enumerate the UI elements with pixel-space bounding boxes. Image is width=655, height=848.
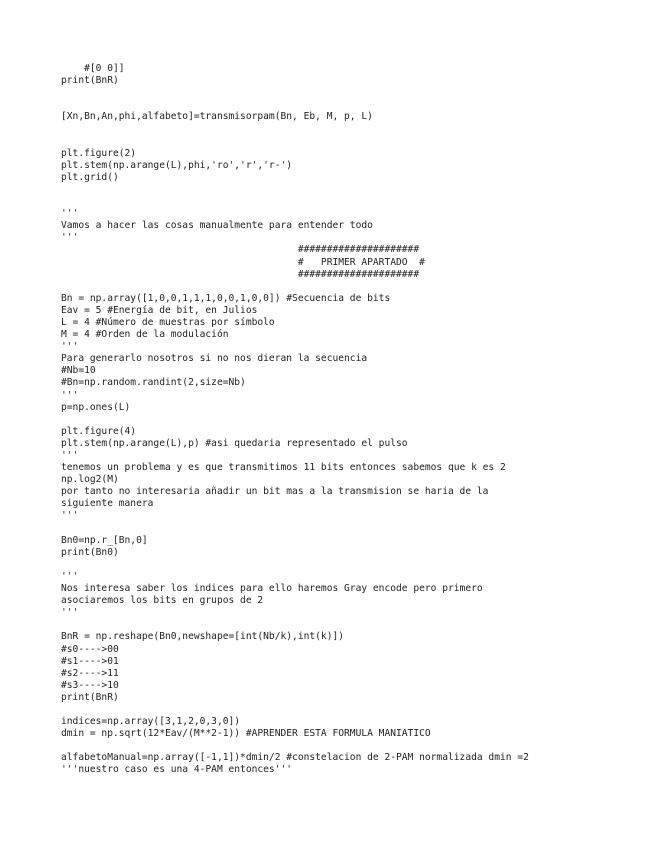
code-line: #s1---->01 xyxy=(61,655,119,667)
code-line xyxy=(61,184,529,196)
code-line: plt.stem(np.arange(L),phi,'ro','r','r-') xyxy=(61,159,293,171)
code-line: [Xn,Bn,An,phi,alfabeto]=transmisorpam(Bn, Eb, M, p, L) xyxy=(61,111,373,123)
code-line xyxy=(61,136,529,148)
code-line: ''' xyxy=(61,570,79,582)
code-line: print(Bn0) xyxy=(61,546,119,558)
section-banner-title: # PRIMER APARTADO # xyxy=(61,256,425,268)
code-line: #[0 0]] xyxy=(61,63,125,74)
code-line: alfabetoManual=np.array([-1,1])*dmin/2 #constelacion de 2-PAM normalizada dmin =2 xyxy=(61,752,529,764)
code-listing xyxy=(61,63,529,777)
code-line: tenemos un problema y es que transmitimos 11 bits entonces sabemos que k es 2 xyxy=(61,462,506,474)
code-line: print(BnR) xyxy=(61,691,119,703)
code-line: ''' xyxy=(61,510,79,522)
code-line: dmin = np.sqrt(12*Eav/(M**2-1)) #APRENDER ESTA FORMULA MANIATICO xyxy=(61,728,431,740)
code-line: np.log2(M) xyxy=(61,474,119,486)
code-line: Bn0=np.r_[Bn,0] xyxy=(61,534,148,546)
section-banner-line: ##################### xyxy=(61,244,420,256)
code-line: M = 4 #Orden de la modulación xyxy=(61,329,229,341)
code-line: indices=np.array([3,1,2,0,3,0]) xyxy=(61,716,241,728)
code-line: plt.figure(2) xyxy=(61,147,137,159)
code-line: ''' xyxy=(61,341,79,353)
code-line: siguiente manera xyxy=(61,498,154,510)
code-line: #s3---->10 xyxy=(61,679,119,691)
code-line: por tanto no interesaria añadir un bit mas a la transmision se haria de la xyxy=(61,486,489,498)
code-line: ''' xyxy=(61,232,79,244)
code-line: Vamos a hacer las cosas manualmente para entender todo xyxy=(61,220,373,232)
code-line: Para generarlo nosotros si no nos dieran la secuencia xyxy=(61,353,368,365)
code-line xyxy=(61,740,529,752)
code-line: ''' xyxy=(61,450,79,461)
code-line: ''' xyxy=(61,389,79,401)
code-line xyxy=(61,281,529,293)
code-line xyxy=(61,619,529,631)
code-line xyxy=(61,523,529,535)
code-line: ''' xyxy=(61,208,79,220)
code-line: #Nb=10 xyxy=(61,365,96,377)
code-line: plt.figure(4) xyxy=(61,425,137,437)
code-line: p=np.ones(L) xyxy=(61,401,131,413)
code-line: Bn = np.array([1,0,0,1,1,1,0,0,1,0,0]) #Secuencia de bits xyxy=(61,292,391,304)
code-line xyxy=(61,87,529,99)
code-line: print(BnR) xyxy=(61,75,119,87)
code-line: #s2---->11 xyxy=(61,667,119,679)
code-line xyxy=(61,123,529,135)
code-line: Nos interesa saber los indices para ello haremos Gray encode pero primero xyxy=(61,583,483,595)
code-line xyxy=(61,559,529,571)
code-line: BnR = np.reshape(Bn0,newshape=[int(Nb/k),int(k)]) xyxy=(61,631,345,643)
code-line xyxy=(61,99,529,111)
code-line: '''nuestro caso es una 4-PAM entonces''' xyxy=(61,764,293,776)
code-line: plt.grid() xyxy=(61,171,119,183)
code-line xyxy=(61,704,529,716)
code-line: #s0---->00 xyxy=(61,643,119,655)
section-banner-line: ##################### xyxy=(61,268,420,280)
code-line xyxy=(61,196,529,208)
code-line: asociaremos los bits en grupos de 2 xyxy=(61,595,264,607)
code-line: plt.stem(np.arange(L),p) #asi quedaria representado el pulso xyxy=(61,437,408,449)
code-line: ''' xyxy=(61,607,79,619)
code-line xyxy=(61,414,529,426)
code-line: #Bn=np.random.randint(2,size=Nb) xyxy=(61,377,246,389)
code-line: L = 4 #Número de muestras por símbolo xyxy=(61,316,275,328)
code-line: Eav = 5 #Energía de bit, en Julios xyxy=(61,304,258,316)
